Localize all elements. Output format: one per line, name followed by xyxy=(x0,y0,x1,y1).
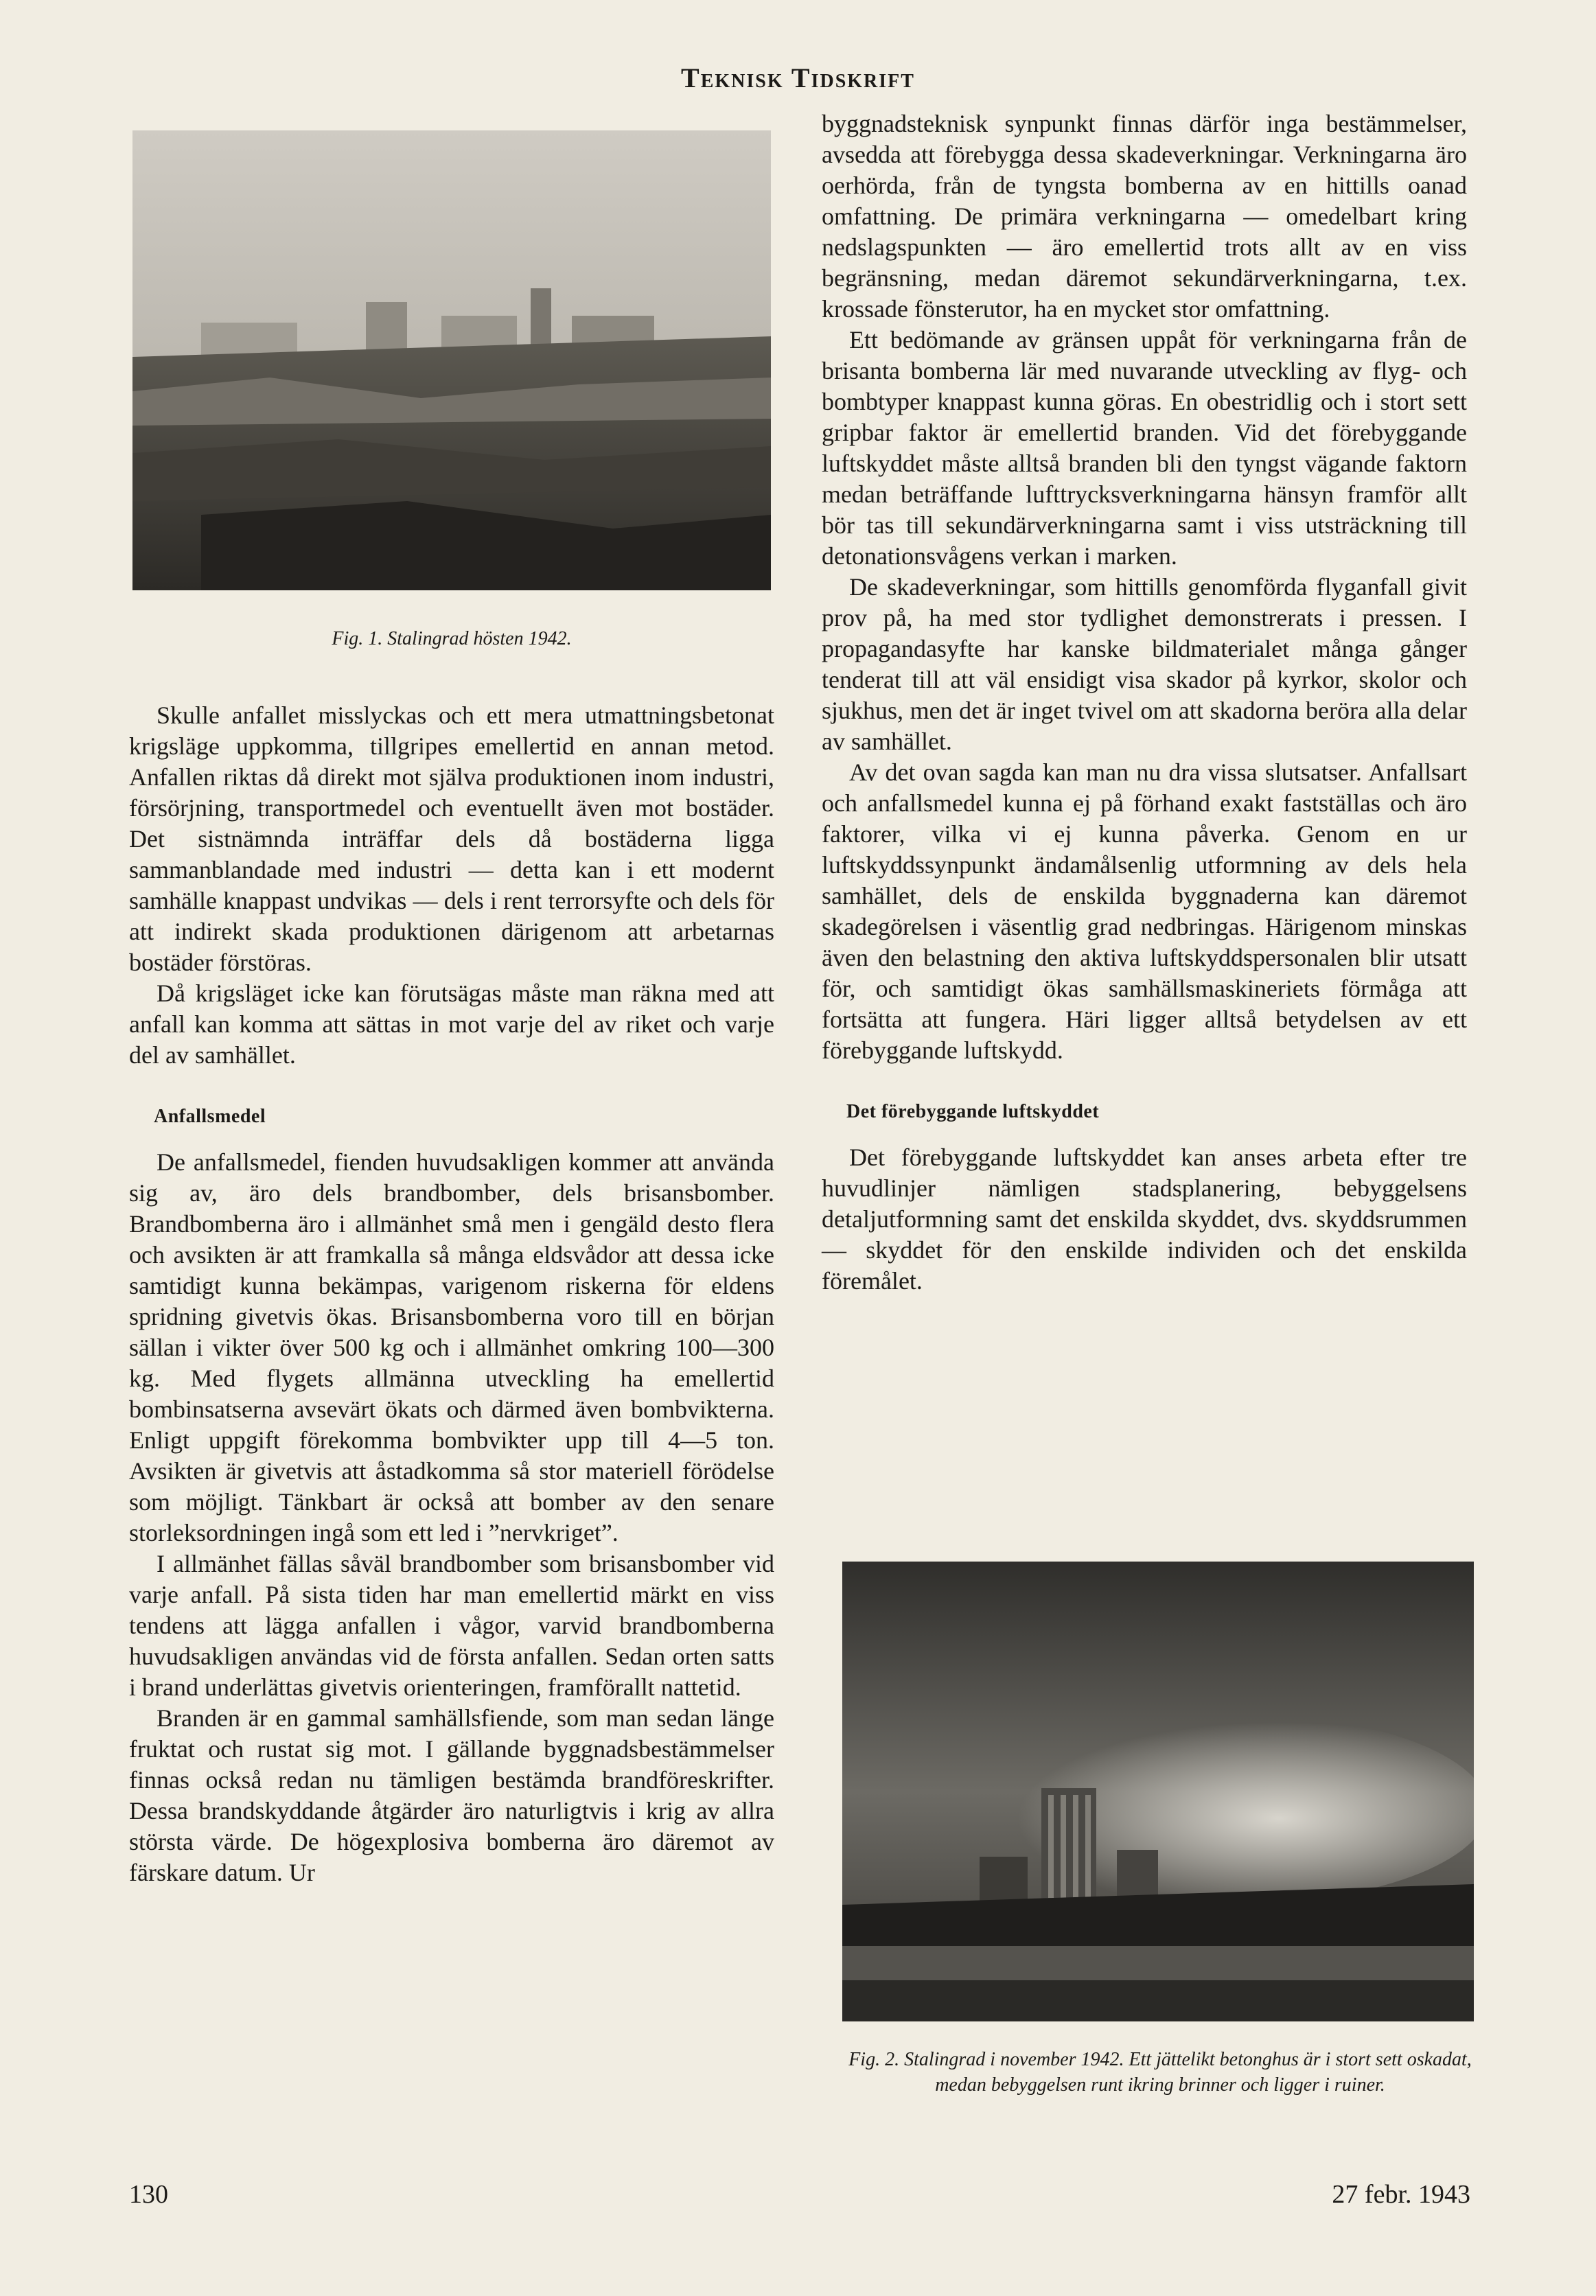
paragraph: I allmänhet fällas såväl brandbomber som brisansbomber vid varje anfall. På sista tiden har man emellertid märkt en viss tendens att lägga anfallen i vågor, varvid brandbomberna huvudsakligen användas vid de första anfallen. Sedan orten satts i brand underlättas givetvis orienteringen, framförallt nattetid. xyxy=(129,1550,774,1701)
paragraph: De anfallsmedel, fienden huvudsakligen kommer att använda sig av, äro dels brandbomber, dels brisansbomber. Brandbomberna äro i allmänhet små men i gengäld desto flera och avsikten är att framkalla så många eldsvådor att dessa icke samtidigt kunna bekämpas, varigenom riskerna för eldens spridning givetvis ökas. Brisansbomberna voro till en början sällan i vikter över 500 kg och i allmänhet omkring 100—300 kg. Med flygets allmänna utveckling ha emellertid bombinsatserna avsevärt ökats och därmed även bombvikterna. Enligt uppgift förekomma bombvikter upp till 4—5 ton. Avsikten är givetvis att åstadkomma så stor materiell förödelse som möjligt. Tänkbart är också att bomber av den senare storleksordningen ingå som ett led i ”nervkriget”. xyxy=(129,1148,774,1546)
paragraph: Skulle anfallet misslyckas och ett mera utmattningsbetonat krigsläge uppkomma, tillgripes emellertid en annan metod. Anfallen riktas då direkt mot själva produktionen inom industri, försörjning, transportmedel och eventuellt även mot bostäder. Det sistnämnda inträffar dels då bostäderna ligga sammanblandade med industri — detta kan i ett modernt samhälle knappast undvikas — dels i rent terrorsyfte och dels för att indirekt skada produktionen därigenom att arbetarnas bostäder förstöras. xyxy=(129,701,774,976)
figure-1-photo xyxy=(132,130,771,590)
paragraph: Det förebyggande luftskyddet kan anses arbeta efter tre huvudlinjer nämligen stadsplanering, bebyggelsens detaljutformning samt det enskilda skyddet, dvs. skyddsrummen — skyddet för den enskilde individen och det enskilda föremålet. xyxy=(822,1144,1467,1295)
issue-date: 27 febr. 1943 xyxy=(1332,2180,1470,2209)
paragraph: Av det ovan sagda kan man nu dra vissa slutsatser. Anfallsart och anfallsmedel kunna ej på förhand exakt fastställas och äro faktorer, vilka vi ej kunna påverka. Genom en ur luftskyddssynpunkt ändamålsenlig utformning av dels hela samhället, dels de enskilda byggnaderna kan däremot skadegörelsen i väsentlig grad nedbringas. Härigenom minskas även den belastning den aktiva luftskyddspersonalen blir utsatt för, och samtidigt ökas samhällsmaskineriets förmåga att fortsätta att fungera. Häri ligger alltså betydelsen av ett förebyggande luftskydd. xyxy=(822,758,1467,1064)
paragraph: Då krigsläget icke kan förutsägas måste man räkna med att anfall kan komma att sättas in mot varje del av riket och varje del av samhället. xyxy=(129,979,774,1069)
figure-1-caption: Fig. 1. Stalingrad hösten 1942. xyxy=(332,628,572,649)
page-number: 130 xyxy=(129,2180,168,2209)
paragraph: De skadeverkningar, som hittills genomförda flyganfall givit prov på, ha med stor tydlighet demonstrerats i pressen. I propagandasyfte har kanske bildmaterialet många gånger tenderat till att väl ensidigt visa skador på kyrkor, skolor och sjukhus, men det är inget tvivel om att skadorna beröra alla delar av samhället. xyxy=(822,573,1467,755)
journal-title: Teknisk Tidskrift xyxy=(681,62,915,93)
paragraph: byggnadsteknisk synpunkt finnas därför inga bestämmelser, avsedda att förebygga dessa skadeverkningar. Verkningarna äro oerhörda, från de tyngsta bomberna av en hittills oanad omfattning. De primära verkningarna — omedelbart kring nedslagspunkten — äro emellertid trots allt av en viss begränsning, medan däremot sekundärverkningarna, t.ex. krossade fönsterutor, ha en mycket stor omfattning. xyxy=(822,110,1467,323)
figure-2-caption: Fig. 2. Stalingrad i november 1942. Ett jättelikt betonghus är i stort sett oskadat, medan bebyggelsen runt ikring brinner och ligger i ruiner. xyxy=(848,2049,1472,2096)
figure-2-photo xyxy=(842,1562,1474,2021)
left-column xyxy=(129,700,774,1888)
paragraph: Branden är en gammal samhällsfiende, som man sedan länge fruktat och rustat sig mot. I gällande byggnadsbestämmelser finnas också redan nu tämligen bestämda brandföreskrifter. Dessa brandskyddande åtgärder äro naturligtvis i krig av allra största värde. De högexplosiva bomberna äro däremot av färskare datum. Ur xyxy=(129,1704,774,1886)
section-heading: Det förebyggande luftskyddet xyxy=(846,1101,1100,1122)
paragraph: Ett bedömande av gränsen uppåt för verkningarna från de brisanta bomberna lär med nuvarande utveckling av flyg- och bombtyper knappast kunna göras. En obestridlig och i stort sett gripbar faktor är emellertid branden. Vid det förebyggande luftskyddet måste alltså branden bli den tyngst vägande faktorn medan beträffande lufttrycksverkningarna hänsyn framför allt bör tas till sekundärverkningarna samt i viss utsträckning till detonationsvågens verkan i marken. xyxy=(822,326,1467,570)
section-heading: Anfallsmedel xyxy=(154,1106,266,1127)
right-column xyxy=(822,108,1467,1297)
